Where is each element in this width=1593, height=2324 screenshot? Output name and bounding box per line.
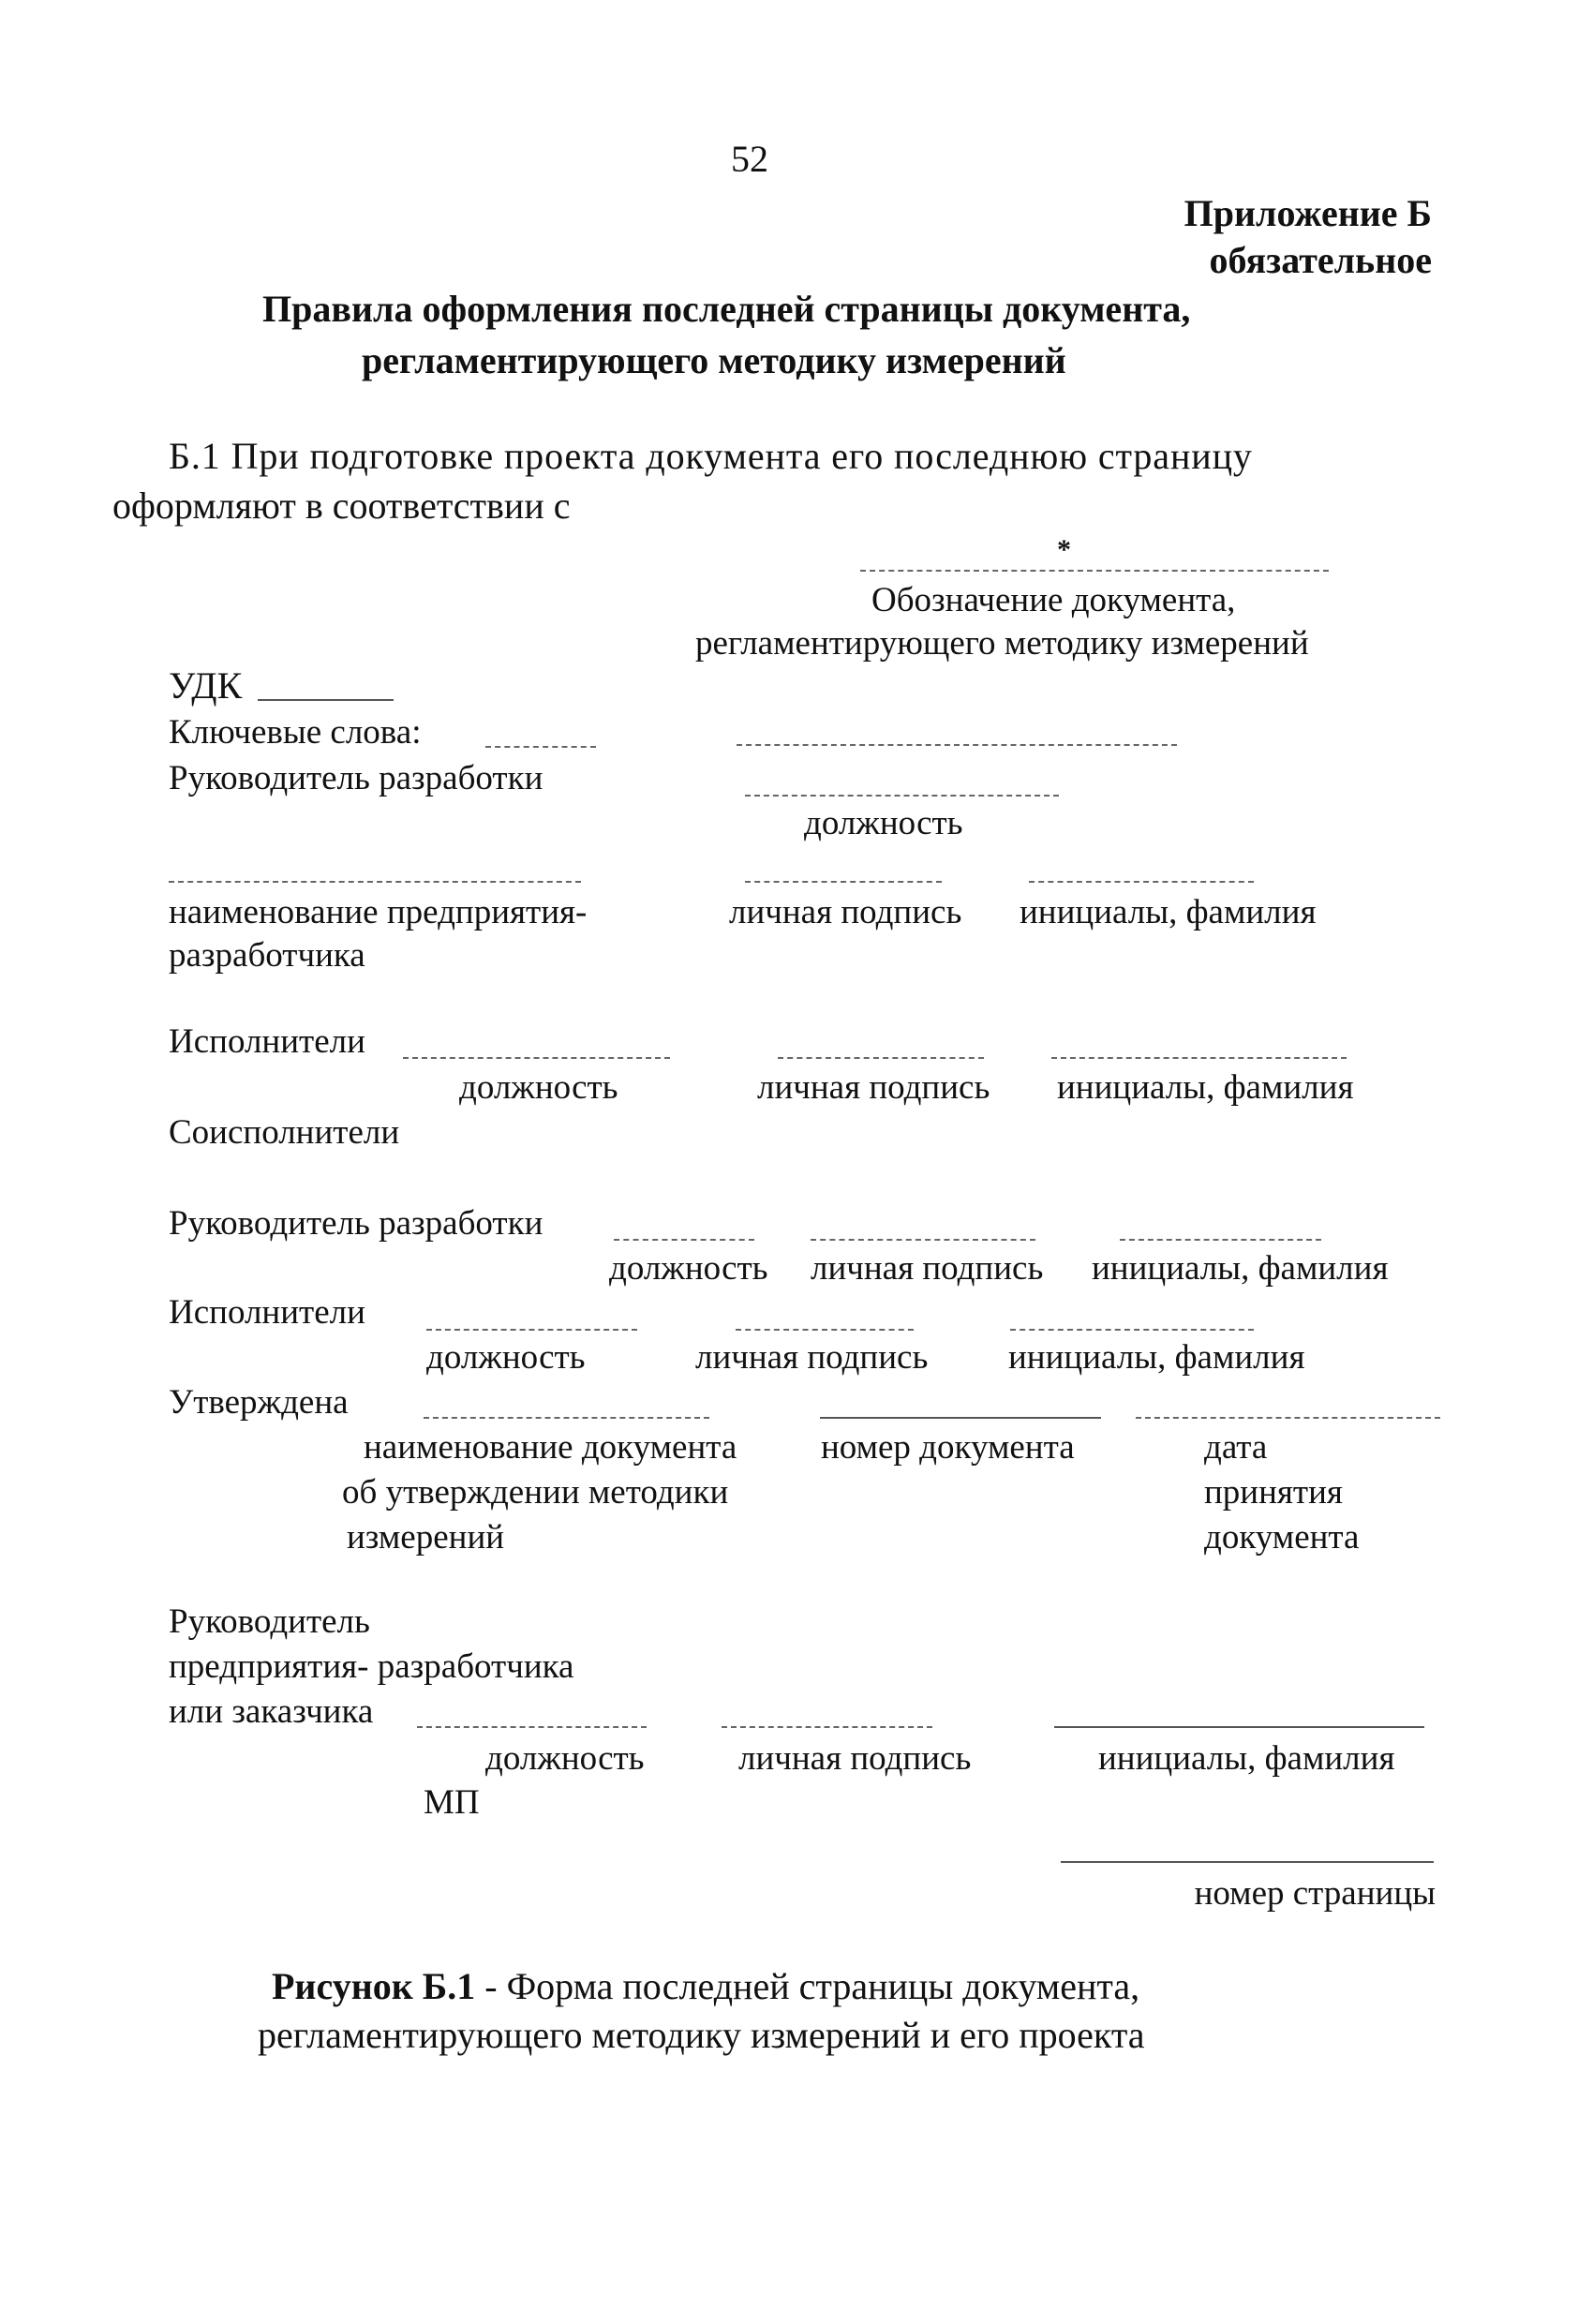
signature-line-4 — [736, 1329, 914, 1331]
keywords-label: Ключевые слова: — [169, 713, 422, 752]
signature-label-5: личная подпись — [738, 1739, 972, 1778]
co-performers-label: Соисполнители — [169, 1113, 400, 1152]
dev-head-position-line-1 — [745, 795, 1059, 797]
asterisk: * — [1057, 534, 1071, 565]
keywords-line-2 — [737, 744, 1177, 746]
page-number-label: номер страницы — [1194, 1874, 1436, 1913]
org-name-line — [169, 881, 581, 883]
date-label-2: принятия — [1204, 1473, 1343, 1512]
org-name-label-2: разработчика — [169, 936, 365, 975]
doc-number-label: номер документа — [821, 1428, 1075, 1467]
figure-caption-label: Рисунок Б.1 — [272, 1965, 476, 2007]
appendix-status: обязательное — [1209, 239, 1432, 281]
signature-label-2: личная подпись — [757, 1068, 990, 1107]
initials-label-5: инициалы, фамилия — [1098, 1739, 1395, 1778]
heading-line-2: регламентирующего методику измерений — [362, 339, 1066, 381]
figure-caption-text-1: - Форма последней страницы документа, — [475, 1965, 1140, 2007]
signature-label-3: личная подпись — [811, 1249, 1044, 1288]
performers-position-line-1 — [403, 1057, 670, 1059]
dev-head-position-line-2 — [614, 1239, 754, 1241]
org-name-label-1: наименование предприятия- — [169, 893, 588, 931]
heading-line-1: Правила оформления последней страницы документа, — [262, 288, 1191, 330]
initials-line-1 — [1029, 881, 1254, 883]
initials-line-5 — [1054, 1726, 1424, 1728]
initials-label-3: инициалы, фамилия — [1092, 1249, 1389, 1288]
initials-line-4 — [1010, 1329, 1254, 1331]
head-org-label-3: или заказчика — [169, 1692, 374, 1731]
performers-label-1: Исполнители — [169, 1022, 365, 1061]
page-number: 52 — [731, 138, 768, 180]
approved-label: Утверждена — [169, 1383, 349, 1422]
initials-label-4: инициалы, фамилия — [1008, 1338, 1305, 1377]
figure-caption-line-1 — [272, 1965, 1140, 2007]
udk-line — [258, 699, 394, 701]
signature-line-2 — [778, 1057, 984, 1059]
signature-label-4: личная подпись — [695, 1338, 929, 1377]
approval-doc-line — [424, 1417, 709, 1419]
dev-head-label-1: Руководитель разработки — [169, 759, 543, 797]
initials-label-2: инициалы, фамилия — [1057, 1068, 1354, 1107]
doc-number-line — [820, 1417, 1101, 1419]
date-line — [1136, 1417, 1440, 1419]
dev-head-label-2: Руководитель разработки — [169, 1204, 543, 1243]
designation-label-1: Обозначение документа, — [871, 581, 1236, 619]
signature-line-3 — [811, 1239, 1035, 1241]
intro-line-1: Б.1 При подготовке проекта документа его последнюю страницу — [169, 435, 1253, 477]
position-label-4: должность — [426, 1338, 586, 1377]
figure-caption-line-2: регламентирующего методику измерений и его проекта — [258, 2014, 1145, 2056]
signature-label-1: личная подпись — [729, 893, 962, 931]
performers-position-line-2 — [426, 1329, 637, 1331]
head-org-position-line — [417, 1726, 647, 1728]
date-label-1: дата — [1204, 1428, 1268, 1467]
date-label-3: документа — [1204, 1518, 1360, 1557]
keywords-line-1 — [485, 746, 596, 748]
designation-label-2: регламентирующего методику измерений — [695, 624, 1309, 663]
signature-line-1 — [745, 881, 942, 883]
appendix-title: Приложение Б — [1184, 192, 1432, 234]
page-number-line — [1061, 1861, 1434, 1863]
designation-line — [860, 570, 1329, 572]
approval-doc-label-1: наименование документа — [364, 1428, 737, 1467]
head-org-label-2: предприятия- разработчика — [169, 1647, 574, 1686]
position-label-5: должность — [485, 1739, 645, 1778]
position-label-2: должность — [459, 1068, 618, 1107]
intro-line-2: оформляют в соответствии с — [112, 484, 571, 527]
signature-line-5 — [722, 1726, 932, 1728]
approval-doc-label-3: измерений — [347, 1518, 505, 1557]
initials-line-3 — [1120, 1239, 1321, 1241]
initials-label-1: инициалы, фамилия — [1020, 893, 1317, 931]
position-label-1: должность — [804, 804, 963, 842]
seal-label: МП — [424, 1783, 480, 1822]
udk-label: УДК — [169, 664, 243, 707]
head-org-label-1: Руководитель — [169, 1602, 370, 1641]
approval-doc-label-2: об утверждении методики — [342, 1473, 729, 1512]
initials-line-2 — [1051, 1057, 1347, 1059]
position-label-3: должность — [609, 1249, 768, 1288]
performers-label-2: Исполнители — [169, 1293, 365, 1332]
